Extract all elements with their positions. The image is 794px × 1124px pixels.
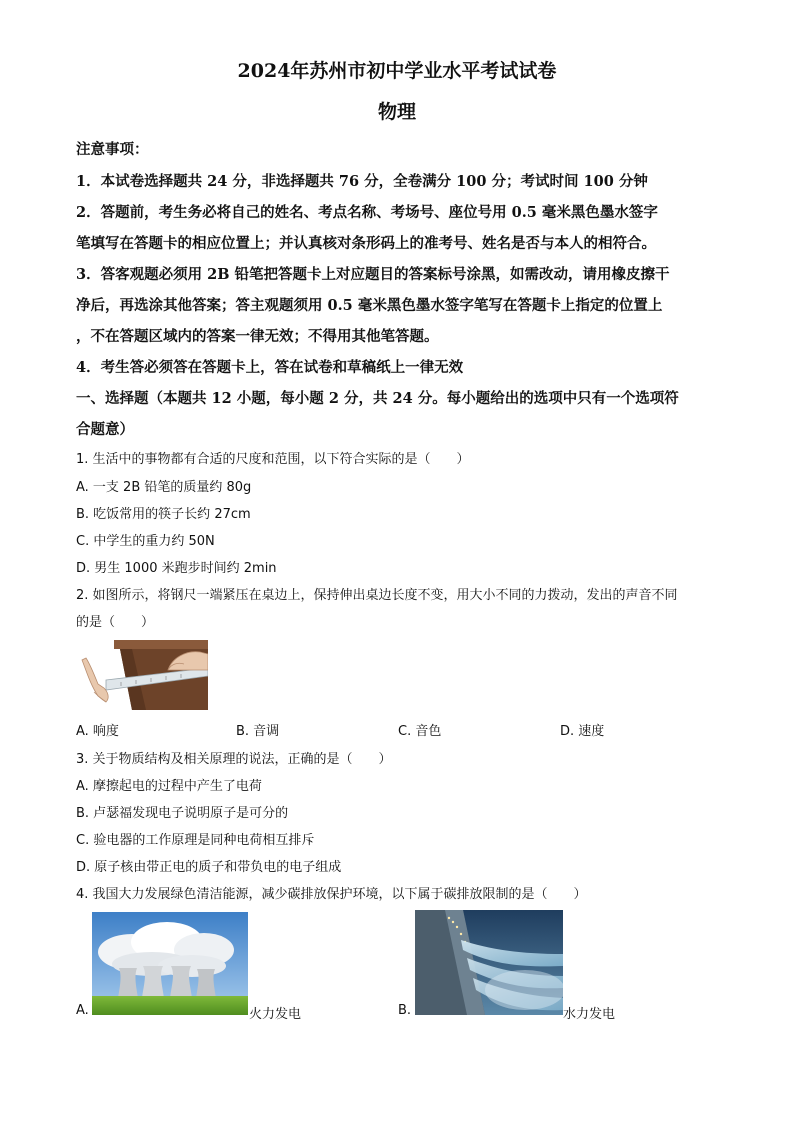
notes-item: ，不在答题区域内的答案一律无效；不得用其他笔答题。 (76, 328, 439, 345)
q3-option-c: C. 验电器的工作原理是同种电荷相互排斥 (76, 833, 315, 848)
notes-item: 4．考生答必须答在答题卡上，答在试卷和草稿纸上一律无效 (76, 359, 464, 376)
q2-option-d: D. 速度 (560, 724, 605, 739)
q1-option-b: B. 吃饭常用的筷子长约 27cm (76, 507, 251, 522)
subject-title: 物理 (377, 101, 416, 123)
question-1-stem: 1. 生活中的事物都有合适的尺度和范围，以下符合实际的是（ ） (76, 452, 470, 467)
q4-option-a-text: 火力发电 (249, 1007, 302, 1022)
q2-option-c: C. 音色 (398, 724, 442, 739)
q3-option-d: D. 原子核由带正电的质子和带负电的电子组成 (76, 860, 342, 875)
notes-item: 净后，再选涂其他答案；答主观题须用 0.5 毫米黑色墨水签字笔写在答题卡上指定的位置上 (76, 297, 663, 314)
notes-item: 笔填写在答题卡的相应位置上；并认真核对条形码上的准考号、姓名是否与本人的相符合。 (76, 235, 656, 252)
q4-option-b-text: 水力发电 (563, 1007, 616, 1022)
q1-option-a: A. 一支 2B 铅笔的质量约 80g (76, 480, 252, 495)
notes-item: 3．答客观题必须用 2B 铅笔把答题卡上对应题目的答案标号涂黑，如需改动，请用橡皮擦干 (76, 266, 670, 283)
q4-option-a-letter: A. (76, 1003, 89, 1018)
question-2-stem-cont: 的是（ ） (76, 615, 155, 630)
question-2-stem: 2. 如图所示，将钢尺一端紧压在桌边上，保持伸出桌边长度不变，用大小不同的力拨动，发出的声音不同 (76, 588, 678, 603)
q4-option-b-letter: B. (398, 1003, 412, 1018)
notes-item: 2．答题前，考生务必将自己的姓名、考点名称、考场号、座位号用 0.5 毫米黑色墨水签字 (76, 204, 658, 221)
hydro-power-dam-image (415, 910, 563, 1015)
ruler-on-desk-image (76, 640, 208, 710)
q1-option-c: C. 中学生的重力约 50N (76, 534, 215, 549)
q2-option-a: A. 响度 (76, 724, 119, 739)
q3-option-b: B. 卢瑟福发现电子说明原子是可分的 (76, 806, 289, 821)
q2-option-b: B. 音调 (236, 724, 280, 739)
exam-title: 2024年苏州市初中学业水平考试试卷 (237, 60, 557, 82)
notes-heading: 注意事项： (76, 141, 149, 158)
section-heading: 一、选择题（本题共 12 小题，每小题 2 分，共 24 分。每小题给出的选项中只有一个选项符 (76, 390, 679, 407)
q1-option-d: D. 男生 1000 米跑步时间约 2min (76, 561, 277, 576)
q3-option-a: A. 摩擦起电的过程中产生了电荷 (76, 779, 262, 794)
question-4-stem: 4. 我国大力发展绿色清洁能源，减少碳排放保护环境，以下属于碳排放限制的是（ ） (76, 887, 587, 902)
section-heading-cont: 合题意） (76, 421, 134, 438)
thermal-power-plant-image (92, 912, 248, 1015)
notes-item: 1．本试卷选择题共 24 分，非选择题共 76 分，全卷满分 100 分；考试时间 100 分钟 (76, 173, 648, 190)
question-3-stem: 3. 关于物质结构及相关原理的说法，正确的是（ ） (76, 752, 392, 767)
